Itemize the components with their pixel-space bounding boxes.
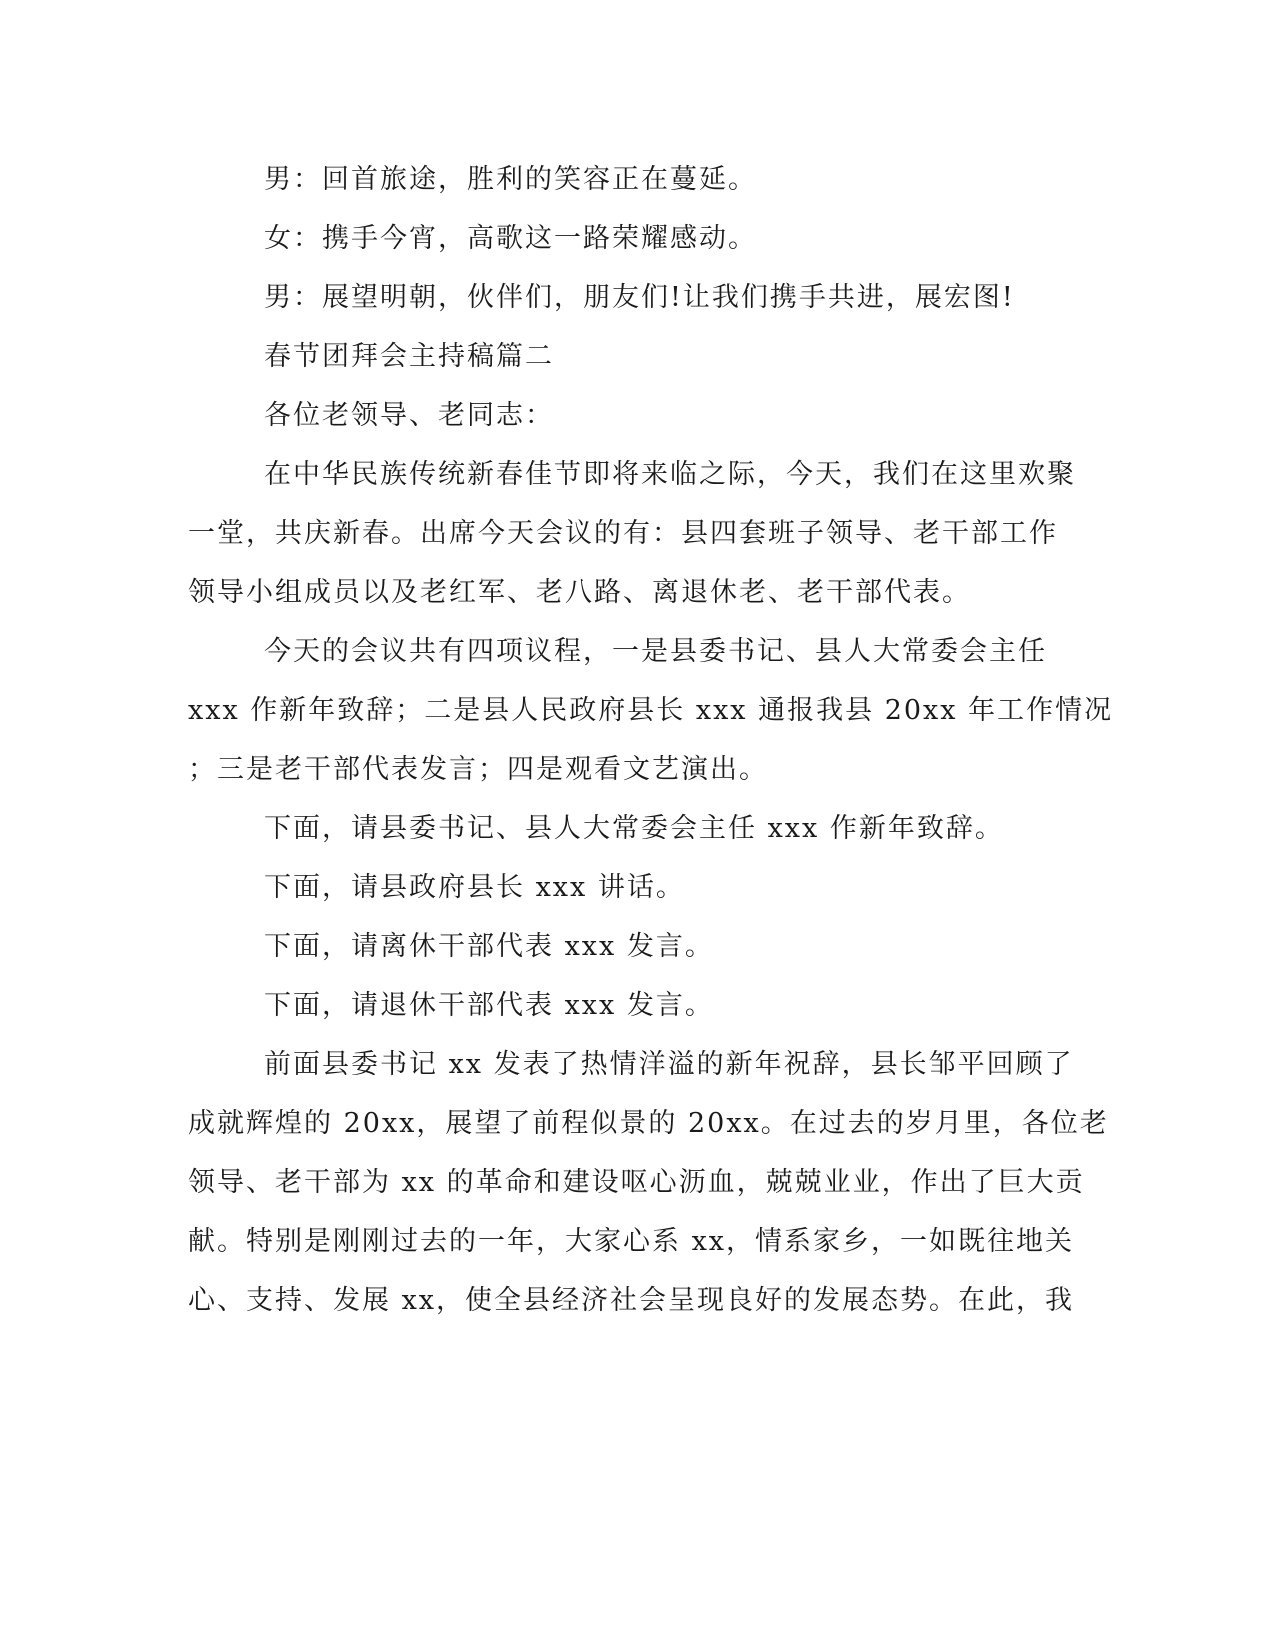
- text-line-13: 下面，请县政府县长 xxx 讲话。: [264, 872, 685, 903]
- text-line-3: 男：展望明朝，伙伴们，朋友们!让我们携手共进，展宏图!: [264, 282, 1015, 313]
- paragraph-2-line-1: 今天的会议共有四项议程，一是县委书记、县人大常委会主任: [264, 636, 1047, 667]
- paragraph-2-line-3: ；三是老干部代表发言；四是观看文艺演出。: [188, 754, 768, 785]
- paragraph-3-line-1: 前面县委书记 xx 发表了热情洋溢的新年祝辞，县长邹平回顾了: [264, 1049, 1074, 1080]
- paragraph-2-line-2: xxx 作新年致辞；二是县人民政府县长 xxx 通报我县 20xx 年工作情况: [188, 695, 1114, 726]
- paragraph-1-line-3: 领导小组成员以及老红军、老八路、离退休老、老干部代表。: [188, 577, 971, 608]
- text-line-2: 女：携手今宵，高歌这一路荣耀感动。: [264, 223, 757, 254]
- paragraph-3-line-3: 领导、老干部为 xx 的革命和建设呕心沥血，兢兢业业，作出了巨大贡: [188, 1167, 1085, 1198]
- paragraph-1-line-2: 一堂，共庆新春。出席今天会议的有：县四套班子领导、老干部工作: [188, 518, 1058, 549]
- text-line-15: 下面，请退休干部代表 xxx 发言。: [264, 990, 714, 1021]
- text-line-12: 下面，请县委书记、县人大常委会主任 xxx 作新年致辞。: [264, 813, 1004, 844]
- text-line-14: 下面，请离休干部代表 xxx 发言。: [264, 931, 714, 962]
- text-line-1: 男：回首旅途，胜利的笑容正在蔓延。: [264, 164, 757, 195]
- section-heading: 春节团拜会主持稿篇二: [264, 341, 554, 372]
- paragraph-3-line-5: 心、支持、发展 xx，使全县经济社会呈现良好的发展态势。在此，我: [188, 1285, 1075, 1316]
- paragraph-1-line-1: 在中华民族传统新春佳节即将来临之际，今天，我们在这里欢聚: [264, 459, 1076, 490]
- paragraph-3-line-2: 成就辉煌的 20xx，展望了前程似景的 20xx。在过去的岁月里，各位老: [188, 1108, 1109, 1139]
- salutation-line: 各位老领导、老同志：: [264, 400, 554, 431]
- paragraph-3-line-4: 献。特别是刚刚过去的一年，大家心系 xx，情系家乡，一如既往地关: [188, 1226, 1075, 1257]
